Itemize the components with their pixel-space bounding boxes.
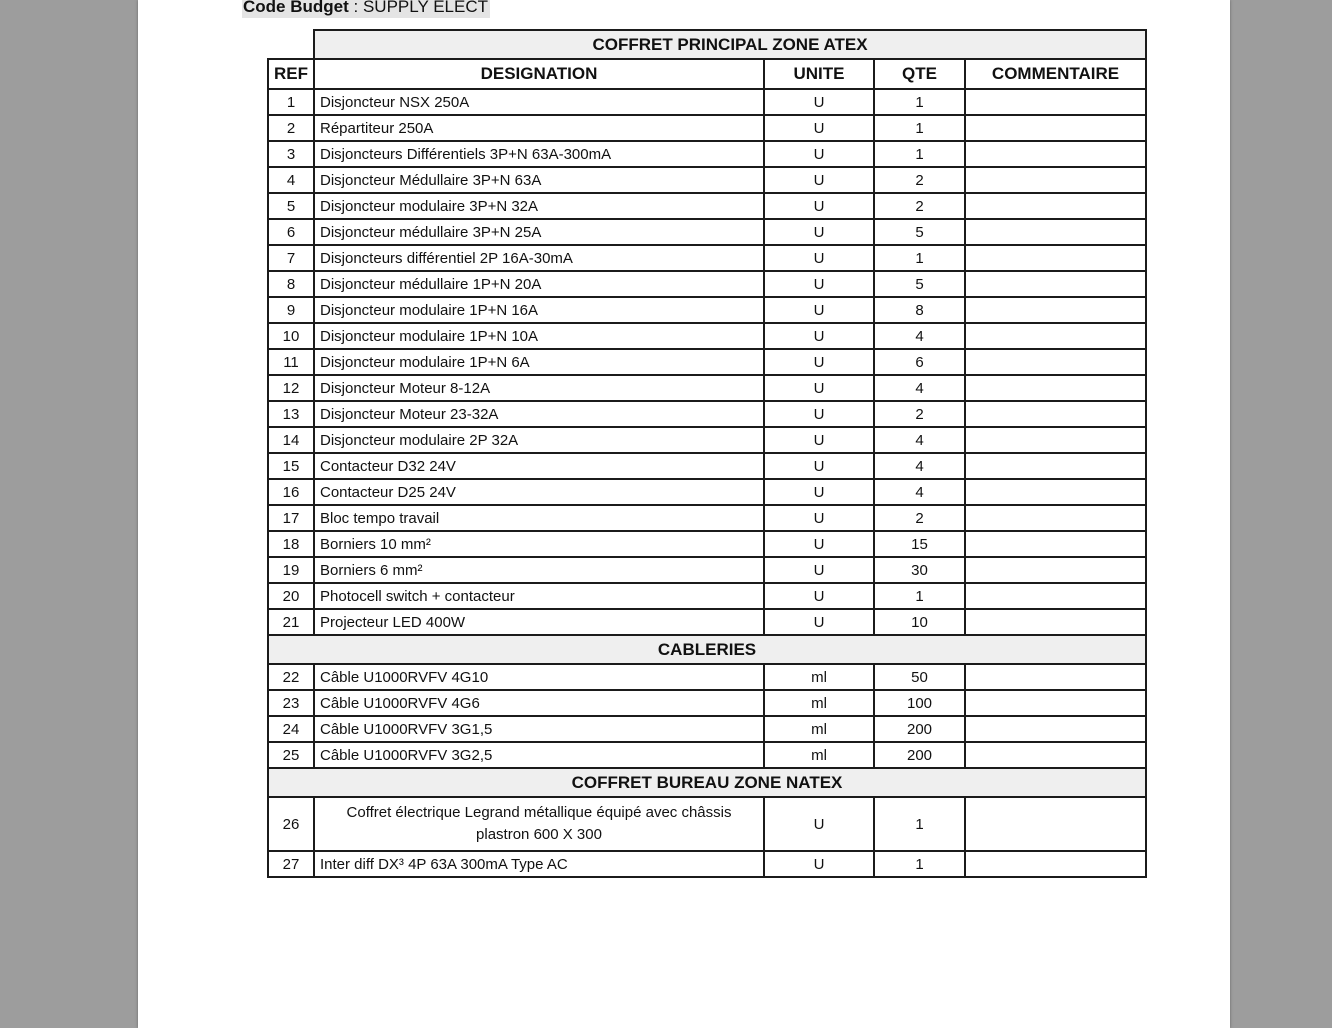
table-row: [268, 349, 1146, 375]
cell-commentaire: [965, 375, 1146, 401]
cell-ref: 3: [268, 141, 314, 167]
cell-designation: Coffret électrique Legrand métallique équipé avec châssis plastron 600 X 300: [314, 797, 764, 851]
cell-commentaire: [965, 742, 1146, 768]
cell-qte: 4: [874, 453, 965, 479]
cell-ref: 17: [268, 505, 314, 531]
cell-ref: 22: [268, 664, 314, 690]
cell-qte: 4: [874, 427, 965, 453]
cell-ref: 25: [268, 742, 314, 768]
code-budget-line: [242, 0, 490, 18]
cell-unite: U: [764, 797, 874, 851]
cell-qte: 100: [874, 690, 965, 716]
cell-unite: U: [764, 141, 874, 167]
cell-ref: 9: [268, 297, 314, 323]
cell-designation: Disjoncteur médullaire 3P+N 25A: [314, 219, 764, 245]
cell-commentaire: [965, 115, 1146, 141]
cell-commentaire: [965, 141, 1146, 167]
table-row: [268, 531, 1146, 557]
cell-ref: 13: [268, 401, 314, 427]
cell-designation: Disjoncteurs Différentiels 3P+N 63A-300mA: [314, 141, 764, 167]
cell-designation: Contacteur D25 24V: [314, 479, 764, 505]
cell-qte: 2: [874, 505, 965, 531]
cell-qte: 8: [874, 297, 965, 323]
cell-unite: U: [764, 609, 874, 635]
cell-qte: 5: [874, 219, 965, 245]
cell-designation: Disjoncteur Moteur 23-32A: [314, 401, 764, 427]
cell-designation: Borniers 10 mm²: [314, 531, 764, 557]
cell-designation: Projecteur LED 400W: [314, 609, 764, 635]
cell-qte: 4: [874, 375, 965, 401]
cell-designation: Disjoncteur modulaire 2P 32A: [314, 427, 764, 453]
cell-designation: Bloc tempo travail: [314, 505, 764, 531]
section-header-row: [268, 635, 1146, 664]
cell-designation: Disjoncteur modulaire 1P+N 16A: [314, 297, 764, 323]
cell-designation: Câble U1000RVFV 4G6: [314, 690, 764, 716]
cell-designation: Inter diff DX³ 4P 63A 300mA Type AC: [314, 851, 764, 877]
cell-designation: Câble U1000RVFV 3G1,5: [314, 716, 764, 742]
cell-unite: U: [764, 297, 874, 323]
cell-commentaire: [965, 297, 1146, 323]
cell-qte: 2: [874, 193, 965, 219]
table-body: [268, 89, 1146, 877]
cell-ref: 24: [268, 716, 314, 742]
cell-unite: U: [764, 427, 874, 453]
cell-ref: 8: [268, 271, 314, 297]
cell-designation: Câble U1000RVFV 3G2,5: [314, 742, 764, 768]
column-header-commentaire: COMMENTAIRE: [965, 59, 1146, 89]
cell-commentaire: [965, 531, 1146, 557]
cell-commentaire: [965, 851, 1146, 877]
cell-ref: 11: [268, 349, 314, 375]
cell-ref: 27: [268, 851, 314, 877]
cell-unite: U: [764, 453, 874, 479]
cell-designation: Disjoncteur modulaire 1P+N 6A: [314, 349, 764, 375]
cell-ref: 4: [268, 167, 314, 193]
cell-ref: 5: [268, 193, 314, 219]
table-row: [268, 401, 1146, 427]
section-title: COFFRET BUREAU ZONE NATEX: [268, 768, 1146, 797]
cell-designation: Disjoncteur modulaire 3P+N 32A: [314, 193, 764, 219]
table-row: [268, 742, 1146, 768]
table-row: [268, 271, 1146, 297]
table-row: [268, 479, 1146, 505]
cell-unite: U: [764, 505, 874, 531]
cell-commentaire: [965, 167, 1146, 193]
cell-commentaire: [965, 219, 1146, 245]
cell-ref: 10: [268, 323, 314, 349]
cell-ref: 1: [268, 89, 314, 115]
table-row: [268, 557, 1146, 583]
table-row: [268, 427, 1146, 453]
cell-commentaire: [965, 557, 1146, 583]
table-row: [268, 716, 1146, 742]
cell-qte: 1: [874, 141, 965, 167]
cell-commentaire: [965, 479, 1146, 505]
cell-designation: Disjoncteurs différentiel 2P 16A-30mA: [314, 245, 764, 271]
cell-designation: Contacteur D32 24V: [314, 453, 764, 479]
cell-unite: ml: [764, 716, 874, 742]
cell-unite: ml: [764, 742, 874, 768]
table-row: [268, 219, 1146, 245]
cell-ref: 23: [268, 690, 314, 716]
cell-ref: 14: [268, 427, 314, 453]
cell-ref: 7: [268, 245, 314, 271]
table-row: [268, 141, 1146, 167]
cell-qte: 10: [874, 609, 965, 635]
cell-qte: 6: [874, 349, 965, 375]
cell-commentaire: [965, 323, 1146, 349]
cell-unite: U: [764, 193, 874, 219]
table-row: [268, 609, 1146, 635]
table-title-row: [268, 30, 1146, 59]
budget-table: [267, 29, 1147, 878]
table-row: [268, 245, 1146, 271]
cell-qte: 4: [874, 323, 965, 349]
cell-unite: U: [764, 323, 874, 349]
cell-designation: Disjoncteur NSX 250A: [314, 89, 764, 115]
cell-designation: Borniers 6 mm²: [314, 557, 764, 583]
table-title: COFFRET PRINCIPAL ZONE ATEX: [314, 30, 1146, 59]
cell-ref: 19: [268, 557, 314, 583]
cell-ref: 2: [268, 115, 314, 141]
cell-commentaire: [965, 245, 1146, 271]
cell-designation: Photocell switch + contacteur: [314, 583, 764, 609]
cell-ref: 20: [268, 583, 314, 609]
cell-commentaire: [965, 89, 1146, 115]
section-title: CABLERIES: [268, 635, 1146, 664]
cell-commentaire: [965, 401, 1146, 427]
cell-unite: U: [764, 557, 874, 583]
cell-ref: 16: [268, 479, 314, 505]
cell-unite: ml: [764, 690, 874, 716]
table-row: [268, 375, 1146, 401]
cell-designation: Disjoncteur modulaire 1P+N 10A: [314, 323, 764, 349]
table-row: [268, 115, 1146, 141]
table-row: [268, 664, 1146, 690]
document-page: [138, 0, 1230, 1028]
table-row: [268, 583, 1146, 609]
cell-commentaire: [965, 193, 1146, 219]
cell-qte: 2: [874, 401, 965, 427]
cell-designation: Câble U1000RVFV 4G10: [314, 664, 764, 690]
cell-unite: U: [764, 219, 874, 245]
cell-ref: 12: [268, 375, 314, 401]
cell-ref: 18: [268, 531, 314, 557]
cell-qte: 4: [874, 479, 965, 505]
table-header-row: [268, 59, 1146, 89]
code-budget-label: Code Budget: [243, 0, 349, 16]
cell-qte: 30: [874, 557, 965, 583]
column-header-unite: UNITE: [764, 59, 874, 89]
cell-unite: U: [764, 167, 874, 193]
cell-designation: Disjoncteur Moteur 8-12A: [314, 375, 764, 401]
cell-unite: U: [764, 851, 874, 877]
cell-ref: 15: [268, 453, 314, 479]
cell-qte: 1: [874, 851, 965, 877]
code-budget-separator: :: [348, 0, 363, 16]
cell-qte: 1: [874, 797, 965, 851]
cell-qte: 200: [874, 716, 965, 742]
table-title-spacer: [268, 30, 314, 59]
table-row: [268, 690, 1146, 716]
table-row: [268, 167, 1146, 193]
cell-unite: U: [764, 375, 874, 401]
cell-commentaire: [965, 271, 1146, 297]
cell-commentaire: [965, 690, 1146, 716]
table-row: [268, 193, 1146, 219]
cell-unite: U: [764, 401, 874, 427]
cell-commentaire: [965, 349, 1146, 375]
table-row: [268, 851, 1146, 877]
cell-ref: 21: [268, 609, 314, 635]
column-header-ref: REF: [268, 59, 314, 89]
cell-unite: U: [764, 89, 874, 115]
table-row: [268, 797, 1146, 851]
cell-commentaire: [965, 797, 1146, 851]
cell-qte: 200: [874, 742, 965, 768]
cell-ref: 6: [268, 219, 314, 245]
cell-commentaire: [965, 453, 1146, 479]
section-header-row: [268, 768, 1146, 797]
cell-unite: U: [764, 479, 874, 505]
cell-qte: 2: [874, 167, 965, 193]
cell-commentaire: [965, 505, 1146, 531]
cell-qte: 15: [874, 531, 965, 557]
cell-qte: 1: [874, 89, 965, 115]
cell-unite: U: [764, 531, 874, 557]
cell-unite: U: [764, 271, 874, 297]
table-row: [268, 505, 1146, 531]
cell-commentaire: [965, 716, 1146, 742]
column-header-qte: QTE: [874, 59, 965, 89]
cell-qte: 1: [874, 115, 965, 141]
cell-designation: Disjoncteur médullaire 1P+N 20A: [314, 271, 764, 297]
cell-commentaire: [965, 583, 1146, 609]
cell-commentaire: [965, 664, 1146, 690]
cell-qte: 50: [874, 664, 965, 690]
cell-designation: Répartiteur 250A: [314, 115, 764, 141]
column-header-designation: DESIGNATION: [314, 59, 764, 89]
cell-unite: ml: [764, 664, 874, 690]
table-row: [268, 323, 1146, 349]
code-budget-value: SUPPLY ELECT: [362, 0, 488, 16]
cell-ref: 26: [268, 797, 314, 851]
table-row: [268, 89, 1146, 115]
cell-unite: U: [764, 245, 874, 271]
cell-unite: U: [764, 115, 874, 141]
cell-qte: 1: [874, 583, 965, 609]
cell-qte: 5: [874, 271, 965, 297]
cell-qte: 1: [874, 245, 965, 271]
cell-commentaire: [965, 609, 1146, 635]
table-row: [268, 297, 1146, 323]
cell-unite: U: [764, 583, 874, 609]
table-row: [268, 453, 1146, 479]
cell-commentaire: [965, 427, 1146, 453]
cell-unite: U: [764, 349, 874, 375]
cell-designation: Disjoncteur Médullaire 3P+N 63A: [314, 167, 764, 193]
